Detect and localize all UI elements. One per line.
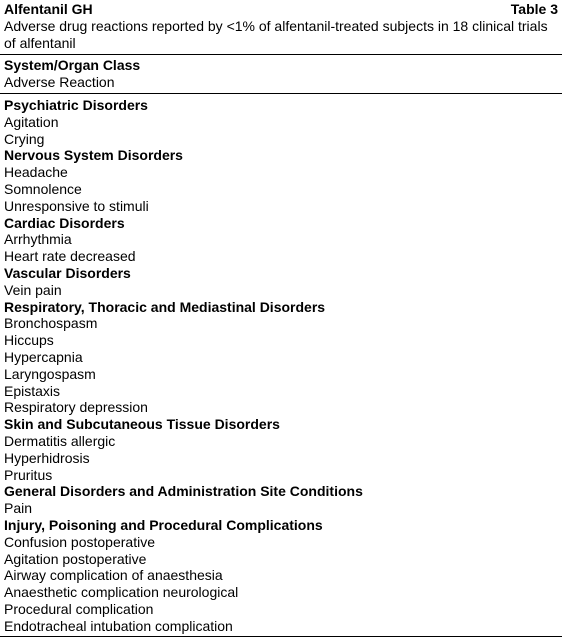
document-page — [0, 1, 562, 633]
adverse-reaction-row: Hypercapnia — [4, 348, 83, 365]
system-organ-class-row: Injury, Poisoning and Procedural Complications — [4, 516, 323, 533]
system-organ-class-row: Respiratory, Thoracic and Mediastinal Disorders — [4, 298, 326, 315]
adverse-reaction-row: Headache — [4, 164, 68, 181]
adverse-reaction-row: Pain — [4, 500, 33, 517]
adverse-reaction-row: Hiccups — [4, 332, 54, 349]
adverse-reaction-row: Procedural complication — [4, 600, 154, 617]
adverse-reaction-row: Dermatitis allergic — [4, 432, 116, 449]
adverse-reaction-row: Vein pain — [4, 281, 62, 298]
adverse-reaction-row: Agitation postoperative — [4, 550, 147, 567]
system-organ-class-row: General Disorders and Administration Site Conditions — [4, 483, 363, 500]
column-header-secondary: Adverse Reaction — [4, 74, 115, 91]
adverse-reaction-row: Confusion postoperative — [4, 533, 155, 550]
table-header — [4, 1, 558, 18]
system-organ-class-row: Cardiac Disorders — [4, 214, 125, 231]
column-header-primary: System/Organ Class — [4, 57, 141, 74]
adverse-reaction-row: Bronchospasm — [4, 315, 98, 332]
adverse-reaction-row: Somnolence — [4, 180, 82, 197]
header-rule — [0, 93, 562, 94]
top-rule — [0, 54, 562, 55]
adverse-reaction-row: Agitation — [4, 113, 59, 130]
drug-name: Alfentanil GH — [4, 1, 93, 17]
system-organ-class-row: Psychiatric Disorders — [4, 96, 148, 113]
adverse-reaction-row: Crying — [4, 130, 45, 147]
system-organ-class-row: Skin and Subcutaneous Tissue Disorders — [4, 416, 280, 433]
adverse-reaction-row: Anaesthetic complication neurological — [4, 584, 239, 601]
adverse-reaction-row: Pruritus — [4, 466, 53, 483]
system-organ-class-row: Nervous System Disorders — [4, 147, 183, 164]
adverse-reaction-row: Airway complication of anaesthesia — [4, 567, 223, 584]
adverse-reaction-row: Heart rate decreased — [4, 248, 136, 265]
table-body — [4, 97, 558, 635]
adverse-reaction-row: Hyperhidrosis — [4, 449, 90, 466]
adverse-reaction-row: Respiratory depression — [4, 399, 148, 416]
adverse-reaction-row: Unresponsive to stimuli — [4, 197, 149, 214]
table-label: Table 3 — [510, 1, 558, 17]
adverse-reaction-row: Endotracheal intubation complication — [4, 617, 233, 634]
table-caption: Adverse drug reactions reported by <1% of alfentanil-treated subjects in 18 clinical trials of alfentanil — [4, 17, 548, 51]
adverse-reaction-row: Arrhythmia — [4, 231, 72, 248]
adverse-reaction-row: Laryngospasm — [4, 365, 96, 382]
adverse-reaction-row: Epistaxis — [4, 382, 61, 399]
system-organ-class-row: Vascular Disorders — [4, 264, 131, 281]
